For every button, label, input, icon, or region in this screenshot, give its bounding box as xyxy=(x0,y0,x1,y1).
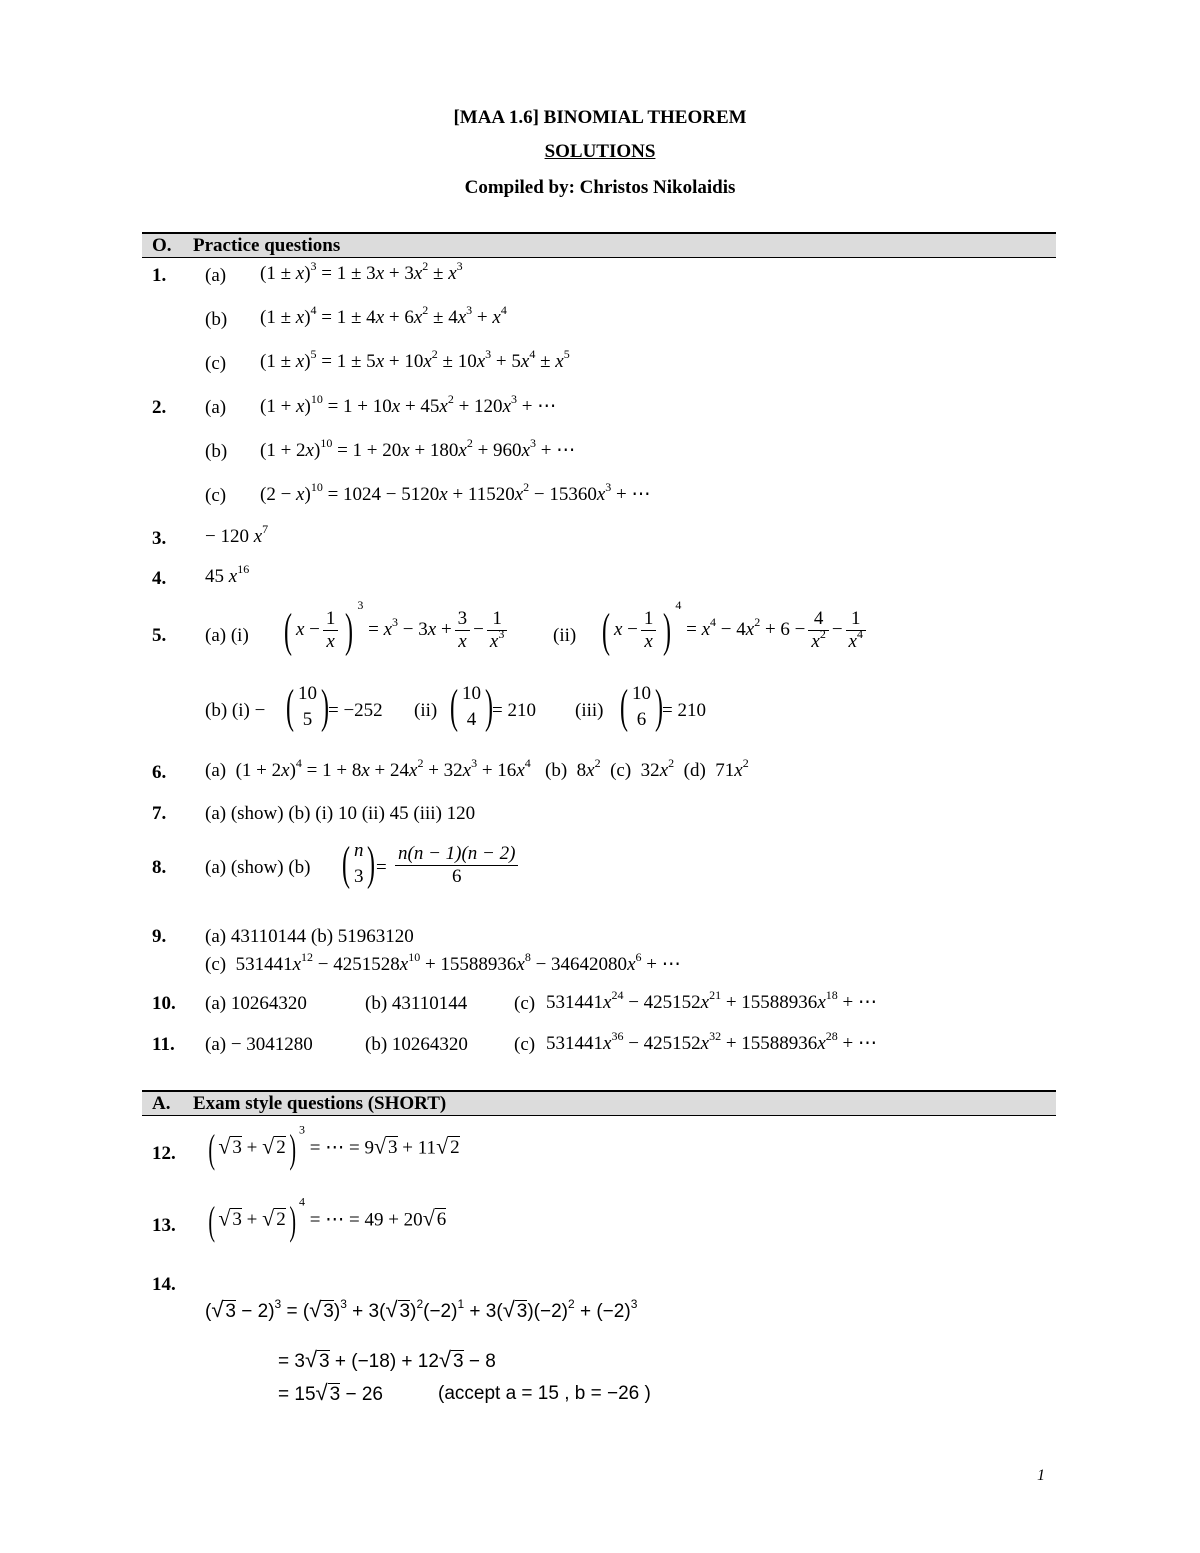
part-label: (c) xyxy=(205,353,227,374)
question-number: 9. xyxy=(152,926,167,947)
answer-text: (b) 10264320 xyxy=(365,1034,468,1055)
math-expression: ( x − $\frac{1}{x}$ ) $^4 = x^4 - 4x^2 + 6$ − $\frac{4}{x^2}$ − $\frac{1}{x^4}$ xyxy=(598,605,869,655)
fraction-numerator: n(n − 1)(n − 2) xyxy=(395,843,518,866)
answer-text: (a) − 3041280 xyxy=(205,1034,313,1055)
section-header-exam xyxy=(142,1090,1056,1116)
part-label: (ii) xyxy=(414,700,438,721)
binomial-coefficient: ( 10 4 ) xyxy=(449,680,493,733)
part-label: (iii) xyxy=(575,700,604,721)
math-expression: $(2 - x)^{10} = 1024 - 5120x + 11520x^2 - 15360x^3$ + ⋯ xyxy=(260,480,651,505)
answer-text: (a) (show) (b) (i) 10 (ii) 45 (iii) 120 xyxy=(205,803,476,824)
part-label: (a) xyxy=(205,265,227,286)
question-number: 5. xyxy=(152,625,167,646)
answer-text: = 210 xyxy=(662,700,706,721)
question-number: 11. xyxy=(152,1034,175,1055)
math-expression: (c) $531441x^{12} - 4251528x^{10} + 15588936x^8 - 34642080x^6$ + ⋯ xyxy=(205,950,681,975)
question-number: 14. xyxy=(152,1274,176,1295)
math-expression: $(1 + 2x)^{10} = 1 + 20x + 180x^2 + 960x^3$ + ⋯ xyxy=(260,436,576,461)
part-label: (ii) xyxy=(553,625,577,646)
binomial-coefficient: ( 10 6 ) xyxy=(619,680,663,733)
part-label: (b) (i) − xyxy=(205,700,266,721)
answer-text: (a) 43110144 (b) 51963120 xyxy=(205,926,414,947)
part-label: (c) xyxy=(514,1034,536,1055)
answer-text: (a) (show) (b) xyxy=(205,857,311,878)
math-expression: $531441x^{36} - 425152x^{32} + 15588936x^{28}$ + ⋯ xyxy=(546,1029,877,1054)
question-number: 6. xyxy=(152,762,167,783)
question-number: 2. xyxy=(152,397,167,418)
question-number: 3. xyxy=(152,528,167,549)
answer-text: = −252 xyxy=(328,700,383,721)
part-label: (c) xyxy=(514,993,536,1014)
math-expression: $(1 \pm x)^5 = 1 \pm 5x + 10x^2 \pm 10x^3 + 5x^4 \pm x^5$ xyxy=(260,347,570,372)
answer-text: 45 $x^{16}$ xyxy=(205,562,250,587)
question-number: 12. xyxy=(152,1143,176,1164)
binomial-coefficient: ( n 3) xyxy=(341,837,376,890)
math-expression: (√ 3 − 2)$^3$ = (√ 3)$^3$ + 3(√ $3)^2(-2)^1 + 3(√$ $3)(-2)^2 + (-2)^3$ xyxy=(205,1297,638,1322)
part-label: (a) xyxy=(205,397,227,418)
question-number: 10. xyxy=(152,993,176,1014)
page-subtitle: SOLUTIONS xyxy=(544,141,656,162)
binomial-coefficient: ( 10 5 ) xyxy=(285,680,329,733)
section-number: O. xyxy=(152,235,172,256)
math-expression: ( √ 3 + √ 2) $^4$ = ⋯ = 49 + 20√ 6 xyxy=(208,1194,447,1243)
answer-text: = 210 xyxy=(492,700,536,721)
math-expression: ( x − $\frac{1}{x}$ ) $^3 = x^3 - 3x$ + $\frac{3}{x}$ − $\frac{1}{x^3}$ xyxy=(280,605,510,655)
section-header-practice xyxy=(142,232,1056,258)
math-expression: = 3√ 3 + (−18) + 12√ 3 − 8 xyxy=(278,1347,496,1372)
question-number: 8. xyxy=(152,857,167,878)
part-label: (a) (i) xyxy=(205,625,249,646)
equals-sign: = xyxy=(376,857,387,878)
part-label: (b) xyxy=(205,441,228,462)
question-number: 13. xyxy=(152,1215,176,1236)
math-expression: = 15√ 3 − 26 xyxy=(278,1380,383,1405)
section-number: A. xyxy=(152,1093,171,1114)
math-expression: $(1 + x)^{10} = 1 + 10x + 45x^2 + 120x^3$ + ⋯ xyxy=(260,392,557,417)
author-line: Compiled by: Christos Nikolaidis xyxy=(464,177,736,198)
part-label: (b) xyxy=(205,309,228,330)
fraction xyxy=(395,843,518,888)
answer-text: − 120 $x^7$ xyxy=(205,522,269,547)
math-expression: $531441x^{24} - 425152x^{21} + 15588936x^{18}$ + ⋯ xyxy=(546,988,877,1013)
section-title: Practice questions xyxy=(193,235,341,256)
page-title: [MAA 1.6] BINOMIAL THEOREM xyxy=(453,107,747,128)
page-number: 1 xyxy=(1037,1467,1045,1484)
math-expression: $(1 \pm x)^4 = 1 \pm 4x + 6x^2 \pm 4x^3 + x^4$ xyxy=(260,303,507,328)
question-number: 7. xyxy=(152,803,167,824)
accept-note: (accept a = 15 , b = −26 ) xyxy=(438,1383,651,1404)
answer-text: (b) 43110144 xyxy=(365,993,468,1014)
fraction-denominator: 6 xyxy=(451,866,462,887)
math-expression: ( √ 3 + √ 2) $^3$ = ⋯ = 9√ 3 + 11√ 2 xyxy=(208,1122,460,1171)
math-expression: $(1 \pm x)^3 = 1 \pm 3x + 3x^2 \pm x^3$ xyxy=(260,259,463,284)
answer-text: (a) 10264320 xyxy=(205,993,307,1014)
section-title: Exam style questions (SHORT) xyxy=(193,1093,447,1114)
math-expression: (a) $(1 + 2x)^4 = 1 + 8x + 24x^2 + 32x^3 + 16x^4$ (b) $8x^2$ (c) $32x^2$ (d) $71x^2$ xyxy=(205,756,749,781)
question-number: 4. xyxy=(152,568,167,589)
part-label: (c) xyxy=(205,485,227,506)
question-number: 1. xyxy=(152,265,167,286)
